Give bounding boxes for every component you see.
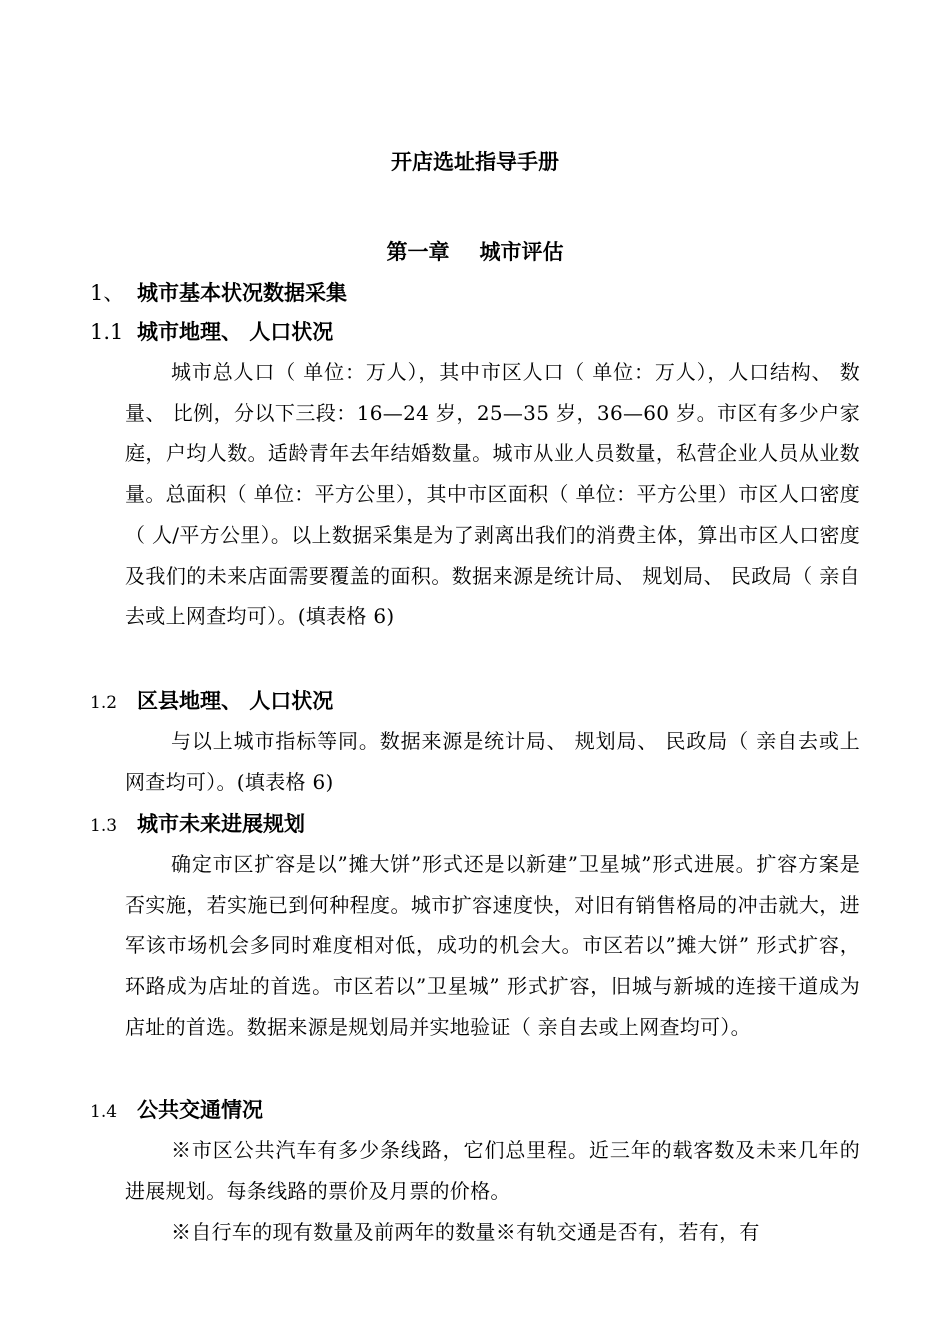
subsection-heading-1-4 (90, 1096, 263, 1126)
chapter-label: 第一章 (386, 240, 450, 264)
subsection-heading-1-1 (90, 318, 333, 346)
subsection-number: 1.4 (90, 1102, 118, 1122)
document-title: 开店选址指导手册 (391, 150, 559, 174)
paragraph-1-2: 与以上城市指标等同。数据来源是统计局、 规划局、 民政局（ 亲自去或上网查均可）。(填表格 6) (125, 729, 860, 794)
section-title: 城市基本状况数据采集 (137, 281, 347, 305)
chapter-name: 城市评估 (479, 240, 564, 264)
subsection-number: 1.2 (90, 693, 118, 713)
paragraph-1-4-a: ※市区公共汽车有多少条线路，它们总里程。近三年的载客数及未来几年的进展规划。每条线路的票价及月票的价格。 (125, 1138, 860, 1203)
subsection-number: 1.1 (90, 320, 124, 344)
subsection-number: 1.3 (90, 816, 118, 836)
subsection-title: 城市未来进展规划 (137, 812, 305, 836)
subsection-title: 城市地理、 人口状况 (137, 320, 334, 344)
subsection-title: 公共交通情况 (137, 1098, 263, 1122)
subsection-heading-1-3 (90, 810, 305, 840)
subsection-title: 区县地理、 人口状况 (137, 689, 334, 713)
subsection-heading-1-2 (90, 687, 333, 717)
paragraph-1-4-b: ※自行车的现有数量及前两年的数量※有轨交通是否有，若有，有 (171, 1220, 760, 1244)
section-heading-1 (90, 279, 347, 307)
section-number: 1、 (90, 281, 125, 305)
chapter-heading (0, 238, 950, 266)
paragraph-1-1: 城市总人口（ 单位：万人），其中市区人口（ 单位：万人），人口结构、 数量、 比例，分以下三段：16—24 岁，25—35 岁，36—60 岁。市区有多少户家庭，户均人数。适龄青年去年结婚数量。城市从业人员数量，私营企业人员从业数量。总面积（ 单位：平方公里），其中市区面积（ 单位：平方公里）市区人口密度（ 人/平方公里）。以上数据采集是为了剥离出我们的消费主体，算出市区人口密度及我们的未来店面需要覆盖的面积。数据来源是统计局、 规划局、 民政局（ 亲自去或上网查均可）。(填表格 6) (125, 360, 860, 629)
paragraph-1-3: 确定市区扩容是以”摊大饼”形式还是以新建”卫星城”形式进展。扩容方案是否实施，若实施已到何种程度。城市扩容速度快，对旧有销售格局的冲击就大，进军该市场机会多同时难度相对低，成功的机会大。市区若以”摊大饼” 形式扩容，环路成为店址的首选。市区若以”卫星城” 形式扩容，旧城与新城的连接干道成为店址的首选。数据来源是规划局并实地验证（ 亲自去或上网查均可）。 (125, 852, 860, 1039)
